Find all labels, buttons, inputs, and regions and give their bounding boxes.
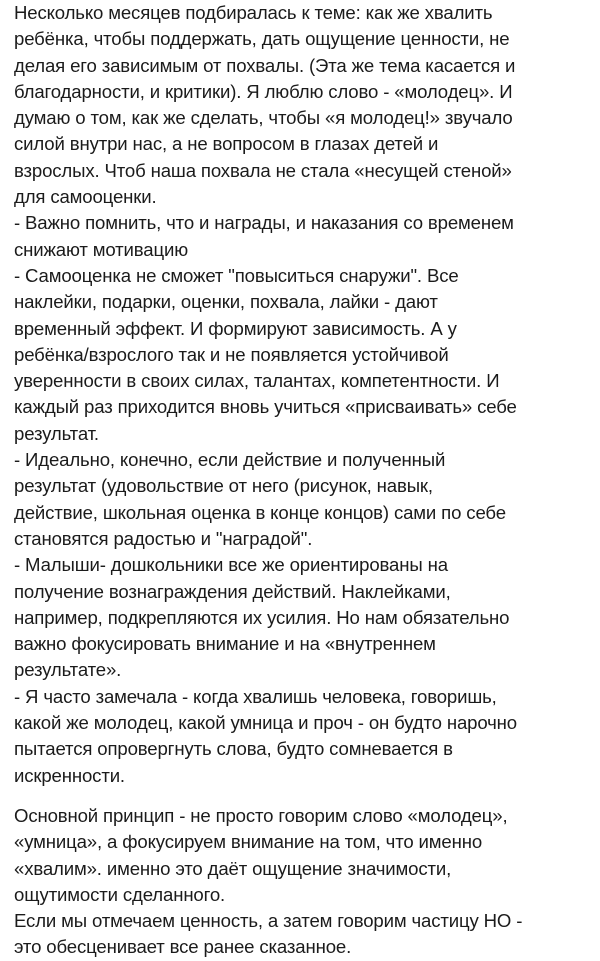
text-line: «хвалим». именно это даёт ощущение значимости, bbox=[14, 857, 452, 879]
post-paragraph-2 bbox=[14, 803, 598, 961]
list-item-line: например, подкрепляются их усилия. Но нам обязательно bbox=[14, 606, 510, 628]
list-item-line: получение вознаграждения действий. Наклейками, bbox=[14, 580, 451, 602]
text-line: взрослых. Чтоб наша похвала не стала «несущей стеной» bbox=[14, 159, 512, 181]
list-item-line: - Важно помнить, что и награды, и наказания со временем bbox=[14, 212, 514, 234]
text-line: это обесценивает все ранее сказанное. bbox=[14, 936, 352, 958]
text-line: «умница», а фокусируем внимание на том, что именно bbox=[14, 831, 483, 853]
list-item-line: результате». bbox=[14, 659, 122, 681]
list-item-line: ребёнка/взрослого так и не появляется устойчивой bbox=[14, 343, 449, 365]
list-item-line: - Идеально, конечно, если действие и полученный bbox=[14, 449, 446, 471]
list-item-line: уверенности в своих силах, талантах, компетентности. И bbox=[14, 370, 500, 392]
list-item-line: искренности. bbox=[14, 764, 125, 786]
text-line: думаю о том, как же сделать, чтобы «я молодец!» звучало bbox=[14, 107, 513, 129]
list-item-line: результат (удовольствие от него (рисунок, навык, bbox=[14, 475, 433, 497]
list-item-line: результат. bbox=[14, 422, 99, 444]
paragraph-spacer bbox=[14, 789, 598, 803]
list-item-line: каждый раз приходится вновь учиться «присваивать» себе bbox=[14, 396, 517, 418]
list-item-line: действие, школьная оценка в конце концов) сами по себе bbox=[14, 501, 506, 523]
text-line: благодарности, и критики). Я люблю слово - «молодец». И bbox=[14, 80, 513, 102]
list-item-line: снижают мотивацию bbox=[14, 238, 189, 260]
list-item-line: какой же молодец, какой умница и проч - он будто нарочно bbox=[14, 712, 517, 734]
text-line: делая его зависимым от похвалы. (Эта же тема касается и bbox=[14, 54, 516, 76]
text-line: ощутимости сделанного. bbox=[14, 883, 226, 905]
list-item-line: становятся радостью и "наградой". bbox=[14, 527, 313, 549]
list-item-line: временный эффект. И формируют зависимость. А у bbox=[14, 317, 457, 339]
text-line: силой внутри нас, а не вопросом в глазах детей и bbox=[14, 133, 439, 155]
text-line: для самооценки. bbox=[14, 186, 157, 208]
text-line: Если мы отмечаем ценность, а затем говорим частицу НО - bbox=[14, 910, 523, 932]
text-line: Основной принцип - не просто говорим слово «молодец», bbox=[14, 804, 508, 826]
list-item-line: наклейки, подарки, оценки, похвала, лайки - дают bbox=[14, 291, 438, 313]
list-item-line: - Самооценка не сможет "повыситься снаружи". Все bbox=[14, 264, 459, 286]
post-body bbox=[14, 0, 598, 961]
list-item-line: - Малыши- дошкольники все же ориентированы на bbox=[14, 554, 448, 576]
post-paragraph-1 bbox=[14, 0, 598, 789]
text-line: ребёнка, чтобы поддержать, дать ощущение ценности, не bbox=[14, 28, 510, 50]
list-item-line: - Я часто замечала - когда хвалишь человека, говоришь, bbox=[14, 685, 497, 707]
list-item-line: важно фокусировать внимание и на «внутреннем bbox=[14, 633, 436, 655]
text-line: Несколько месяцев подбиралась к теме: как же хвалить bbox=[14, 2, 493, 23]
list-item-line: пытается опровергнуть слова, будто сомневается в bbox=[14, 738, 453, 760]
